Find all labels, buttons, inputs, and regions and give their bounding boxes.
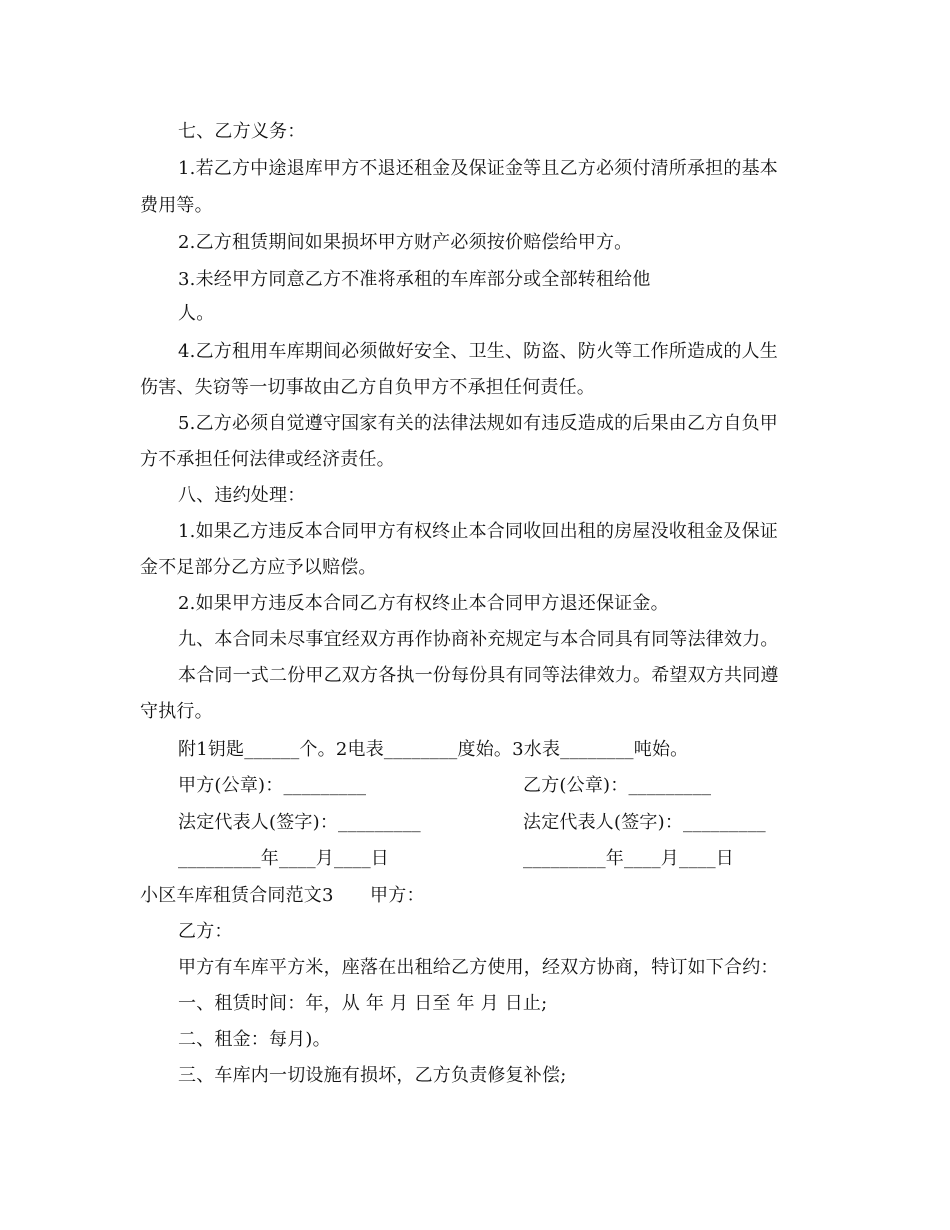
- paragraph-line: 4.乙方租用车库期间必须做好安全、卫生、防盗、防火等工作所造成的人生: [178, 341, 778, 362]
- clause-2-line: 二、租金：每月)。: [178, 1029, 331, 1050]
- paragraph-line: 2.如果甲方违反本合同乙方有权终止本合同甲方退还保证金。: [178, 593, 669, 614]
- paragraph-line: 伤害、失窃等一切事故由乙方自负甲方不承担任何责任。: [140, 377, 595, 398]
- paragraph-line: 守执行。: [140, 701, 213, 722]
- paragraph-line: 5.乙方必须自觉遵守国家有关的法律法规如有违反造成的后果由乙方自负甲: [178, 413, 778, 434]
- section-heading-7: 七、乙方义务：: [178, 121, 306, 142]
- paragraph-line: 方不承担任何法律或经济责任。: [140, 449, 395, 470]
- clause-3-line: 三、车库内一切设施有损坏，乙方负责修复补偿;: [178, 1065, 567, 1086]
- paragraph-line: 1.若乙方中途退库甲方不退还租金及保证金等且乙方必须付清所承担的基本: [178, 158, 778, 179]
- paragraph-line: 费用等。: [140, 195, 213, 216]
- paragraph-line: 1.如果乙方违反本合同甲方有权终止本合同收回出租的房屋没收租金及保证: [178, 521, 778, 542]
- paragraph-line: 2.乙方租赁期间如果损坏甲方财产必须按价赔偿给甲方。: [178, 232, 633, 253]
- party-a-date: _________年____月____日: [178, 848, 389, 869]
- section-heading-9: 九、本合同未尽事宜经双方再作协商补充规定与本合同具有同等法律效力。: [178, 629, 779, 650]
- party-b-line: 乙方：: [178, 921, 233, 942]
- party-a-seal: 甲方(公章)：_________: [178, 775, 367, 796]
- paragraph-line: 人。: [178, 303, 215, 324]
- clause-1-line: 一、租赁时间：年，从 年 月 日至 年 月 日止;: [178, 993, 548, 1014]
- paragraph-line: 甲方有车库平方米，座落在出租给乙方使用，经双方协商，特订如下合约：: [178, 957, 779, 978]
- attachment-line: 附1钥匙______个。2电表________度始。3水表________吨始。: [178, 739, 689, 760]
- party-b-seal: 乙方(公章)：_________: [523, 775, 712, 796]
- section-heading-8: 八、违约处理：: [178, 485, 306, 506]
- contract-title-3: 小区车库租赁合同范文3 甲方：: [140, 885, 425, 906]
- party-a-representative: 法定代表人(签字)：_________: [178, 812, 421, 833]
- paragraph-line: 3.未经甲方同意乙方不准将承租的车库部分或全部转租给他: [178, 269, 651, 290]
- paragraph-line: 本合同一式二份甲乙双方各执一份每份具有同等法律效力。希望双方共同遵: [178, 665, 779, 686]
- party-b-representative: 法定代表人(签字)：_________: [523, 812, 766, 833]
- paragraph-line: 金不足部分乙方应予以赔偿。: [140, 557, 377, 578]
- party-b-date: _________年____月____日: [523, 848, 734, 869]
